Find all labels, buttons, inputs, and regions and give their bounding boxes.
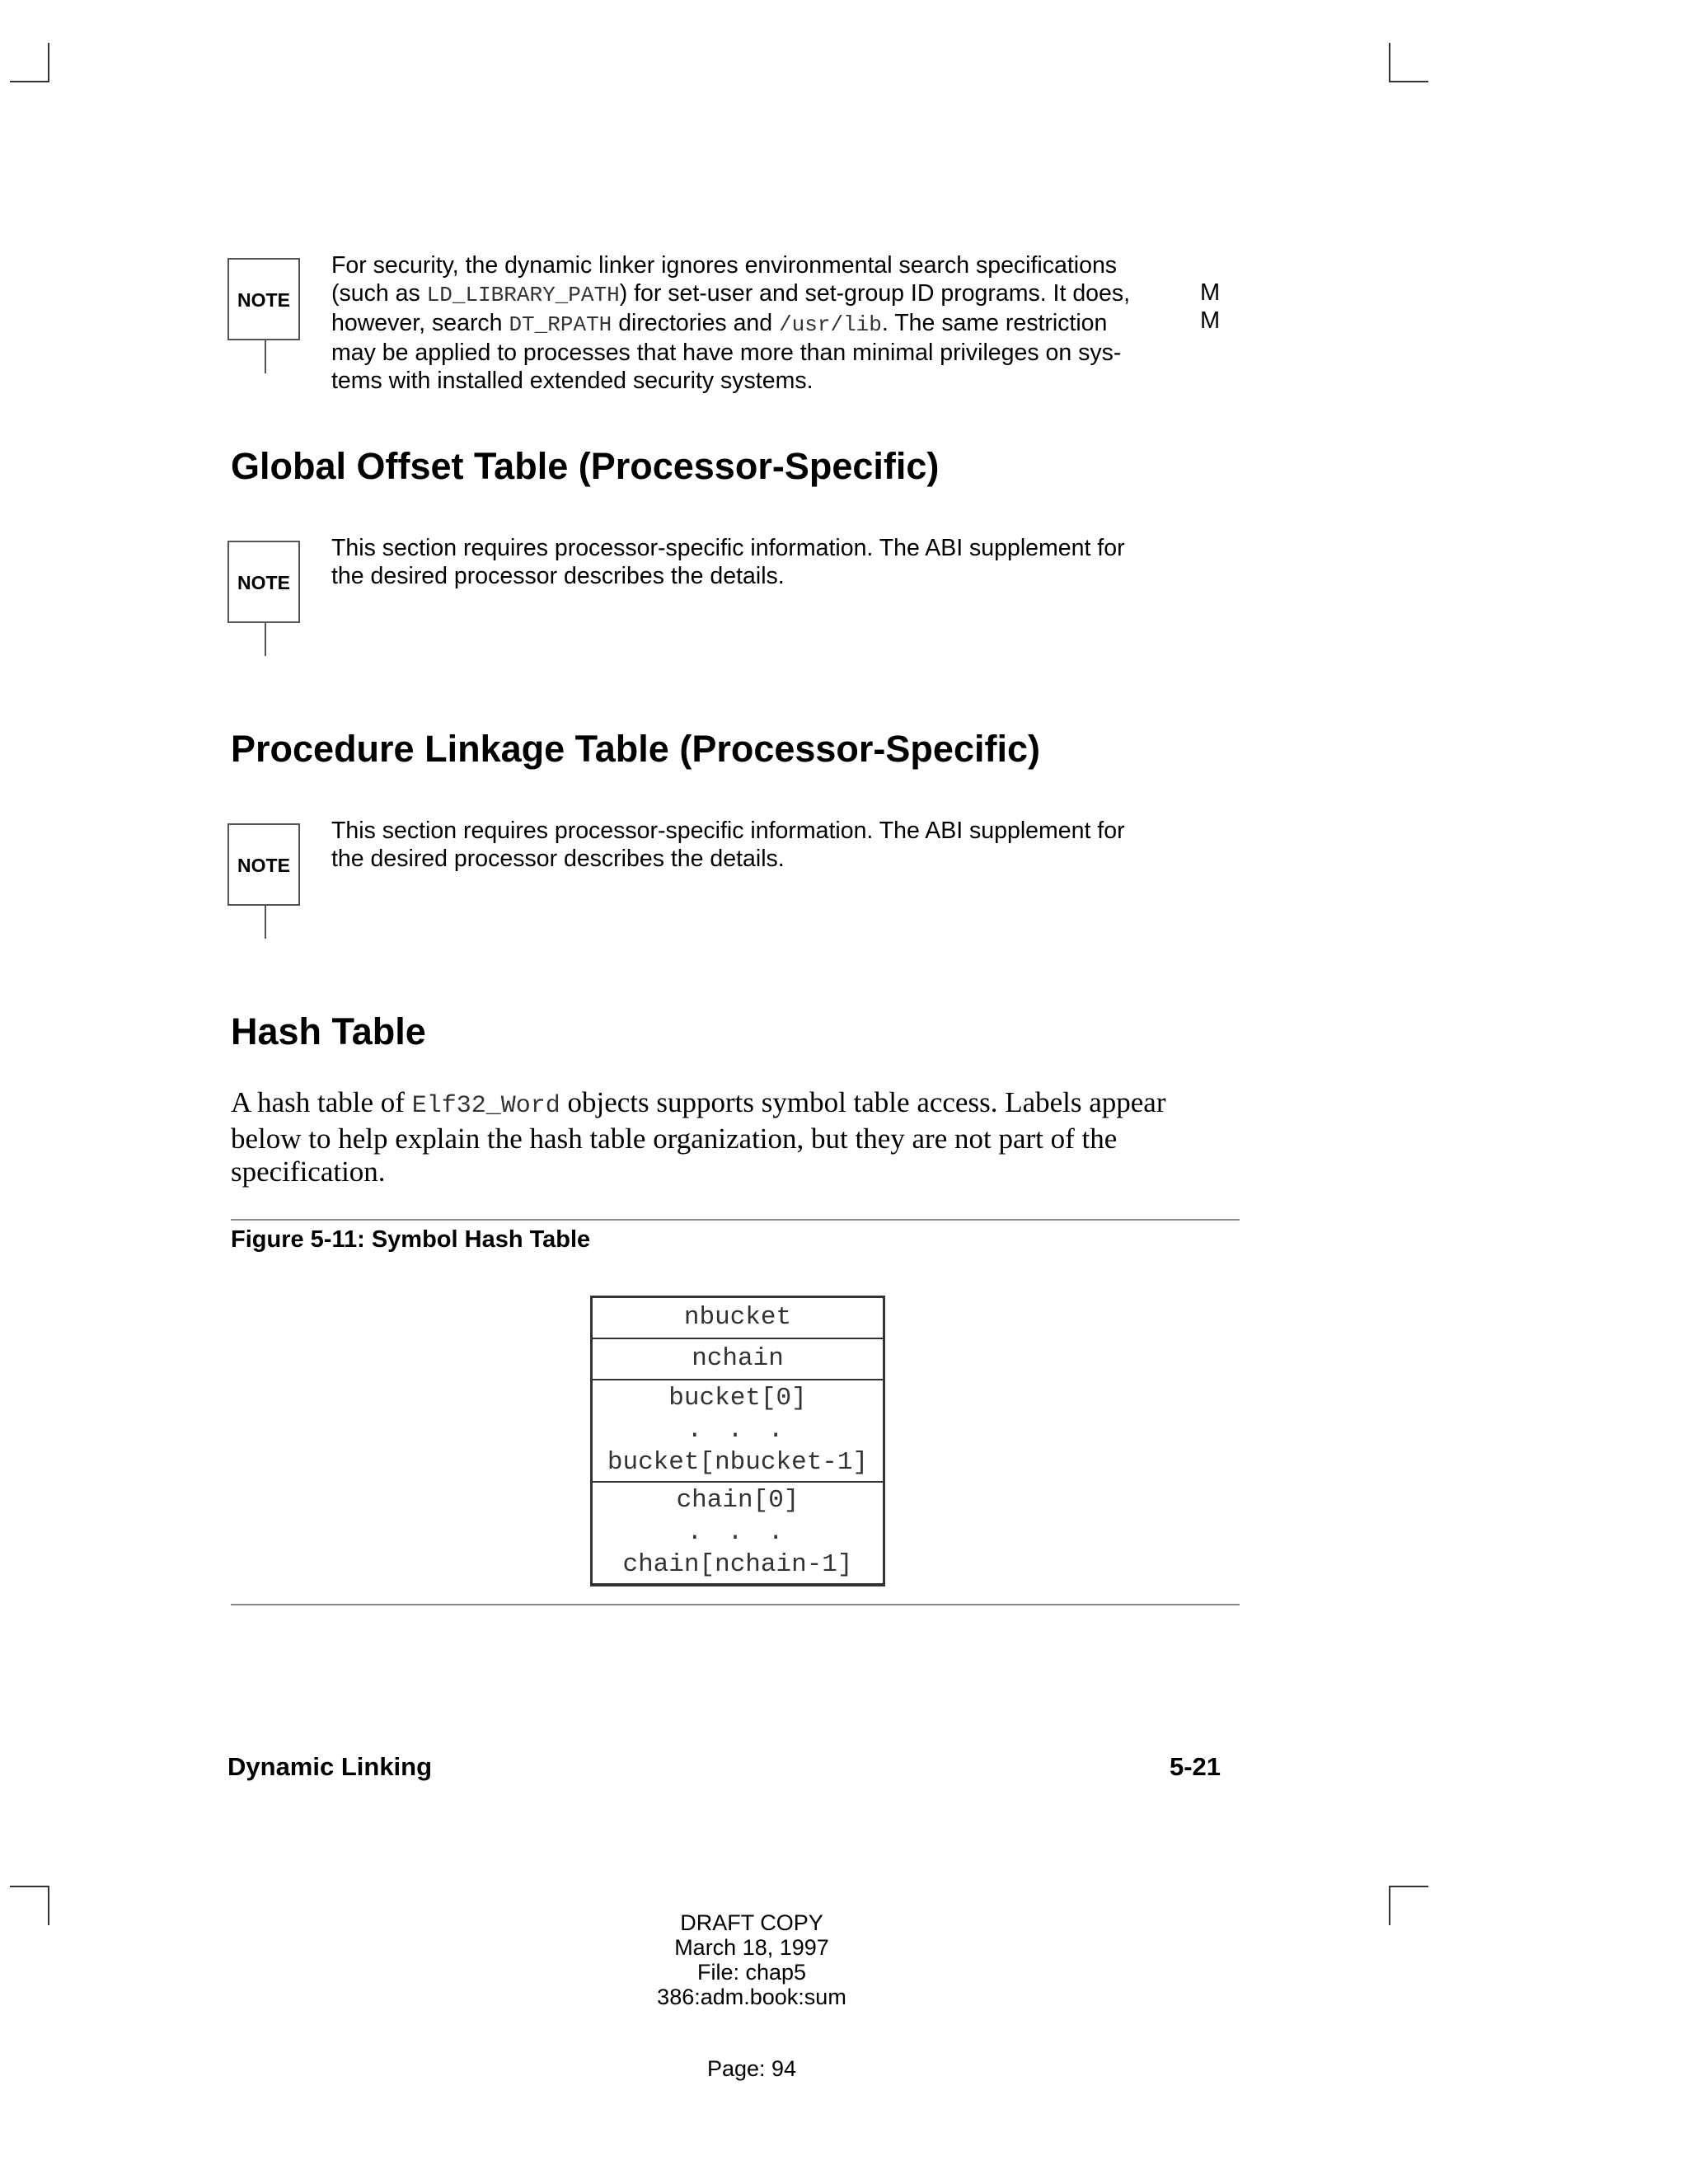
crop-mark-bottom-left-h [10, 1886, 49, 1887]
note-box [227, 258, 300, 340]
bucket-group [593, 1379, 883, 1481]
crop-mark-bottom-right-v [1389, 1886, 1390, 1925]
draft-page-counter: Page: 94 [706, 2056, 797, 2081]
text-run: (such as [331, 280, 427, 307]
draft-line: File: chap5 [696, 1960, 807, 1985]
draft-stamp [577, 1910, 926, 2009]
note-line [331, 279, 1205, 309]
ellipsis: . . . [687, 1518, 789, 1547]
note-line: the desired processor describes the details. [331, 846, 785, 872]
hash-cell-chain-0: chain[0] [676, 1486, 799, 1515]
plt-note-text [331, 817, 1205, 873]
draft-line: DRAFT COPY [680, 1910, 823, 1935]
note-line: tems with installed extended security systems. [331, 368, 814, 394]
draft-line: March 18, 1997 [674, 1935, 829, 1960]
text-run: . The same restriction [881, 310, 1108, 336]
note-line: may be applied to processes that have more than minimal privileges on sys- [331, 340, 1122, 366]
symbol-hash-table [590, 1296, 885, 1586]
note-tail [265, 906, 266, 939]
section-heading-hash: Hash Table [231, 1010, 426, 1052]
figure-bottom-rule [231, 1604, 1240, 1605]
text-run: objects supports symbol table access. Labels appear below to help explain the hash table organization, but they are not part of the specification. [231, 1086, 1166, 1188]
crop-mark-top-left-h [10, 81, 49, 82]
text-run: directories and [612, 310, 780, 336]
figure-top-rule [231, 1219, 1240, 1221]
note-label: NOTE [237, 289, 290, 311]
note-box [227, 823, 300, 906]
code-ld-library-path: LD_LIBRARY_PATH [426, 283, 620, 307]
hash-cell-nbucket: nbucket [683, 1303, 792, 1332]
hash-cell-bucket-0: bucket[0] [668, 1384, 807, 1413]
text-run: ) for set-user and set-group ID programs. It does, [619, 280, 1131, 307]
draft-line: 386:adm.book:sum [657, 1985, 846, 2009]
section-heading-got: Global Offset Table (Processor-Specific) [231, 445, 940, 487]
note-line: For security, the dynamic linker ignores environmental search specifications [331, 252, 1118, 279]
text-run: however, search [331, 310, 509, 336]
note-line [331, 309, 1205, 339]
code-usr-lib: /usr/lib [779, 312, 882, 337]
note-line: This section requires processor-specific information. The ABI supplement for [331, 818, 1125, 844]
crop-mark-top-left-v [48, 43, 49, 82]
crop-mark-bottom-left-v [48, 1886, 49, 1925]
crop-mark-bottom-right-h [1389, 1886, 1428, 1887]
note-box [227, 541, 300, 623]
text-run: A hash table of [231, 1086, 412, 1118]
footer-chapter-title: Dynamic Linking [227, 1752, 433, 1781]
figure-caption: Figure 5-11: Symbol Hash Table [231, 1226, 591, 1253]
crop-mark-top-right-v [1389, 43, 1390, 82]
hash-paragraph [231, 1086, 1236, 1188]
got-note-text [331, 534, 1205, 590]
hash-cell-nchain: nchain [593, 1338, 883, 1379]
note-line: the desired processor describes the details. [331, 563, 785, 589]
note-label: NOTE [237, 855, 290, 876]
code-elf32-word: Elf32_Word [411, 1092, 560, 1120]
ellipsis: . . . [687, 1416, 789, 1445]
change-bar-mark: M [1200, 279, 1221, 306]
chain-group [593, 1481, 883, 1583]
note-line: This section requires processor-specific information. The ABI supplement for [331, 535, 1125, 561]
note-tail [265, 340, 266, 373]
footer-page-number: 5-21 [1169, 1752, 1221, 1781]
hash-cell-chain-last: chain[nchain-1] [622, 1550, 853, 1579]
section-heading-plt: Procedure Linkage Table (Processor-Specific) [231, 728, 1040, 770]
note-tail [265, 623, 266, 656]
code-dt-rpath: DT_RPATH [509, 312, 612, 337]
note-label: NOTE [237, 572, 290, 593]
change-bar-mark: M [1200, 307, 1221, 334]
security-note-text [331, 251, 1205, 395]
hash-cell-bucket-last: bucket[nbucket-1] [607, 1448, 869, 1477]
crop-mark-top-right-h [1389, 81, 1428, 82]
